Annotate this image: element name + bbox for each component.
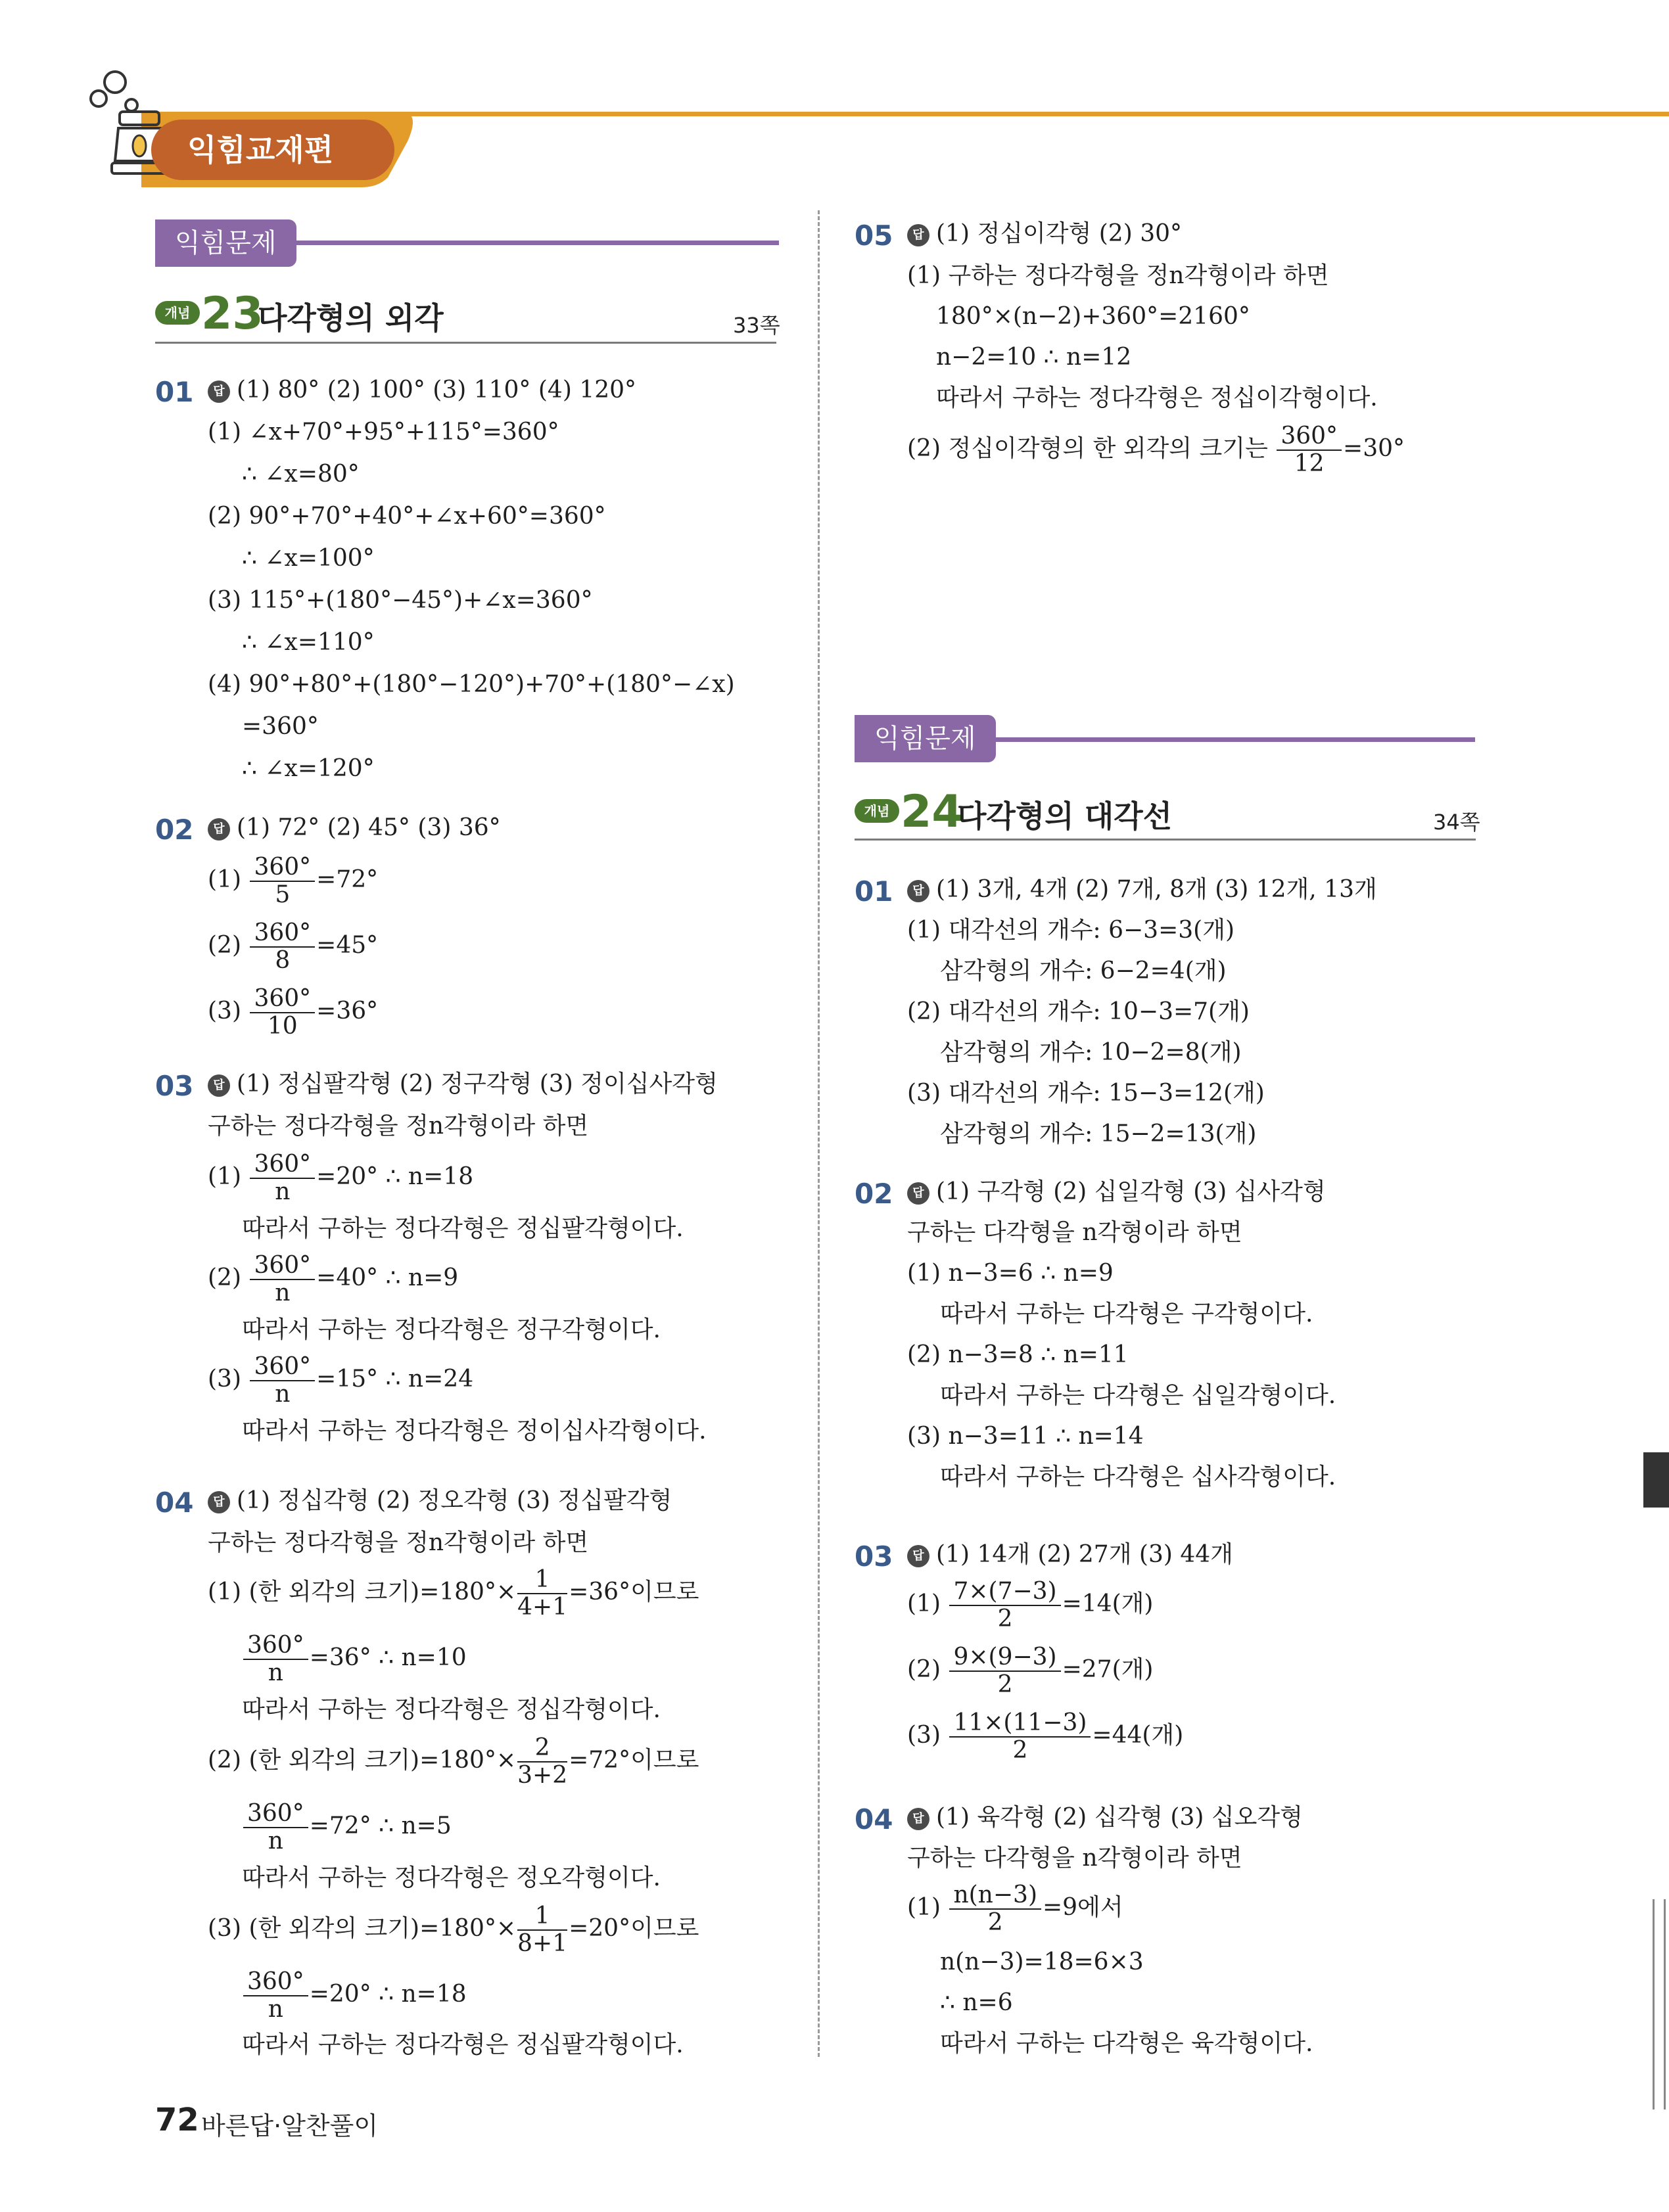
answer-badge-icon: 답 xyxy=(907,1545,929,1567)
fraction-line xyxy=(208,854,378,908)
solution-line: 따라서 구하는 정다각형은 정십팔각형이다. xyxy=(242,1215,684,1242)
result: =72° ∴ n=5 xyxy=(309,1812,452,1839)
item-label: (2) 정십이각형의 한 외각의 크기는 xyxy=(907,435,1268,462)
item-label: (1) xyxy=(907,1590,941,1617)
fraction xyxy=(243,1801,308,1855)
result: =36° ∴ n=10 xyxy=(309,1644,467,1671)
solution-line: (3) 대각선의 개수: 15−3=12(개) xyxy=(907,1080,1265,1107)
result: =20° ∴ n=18 xyxy=(316,1163,474,1190)
fraction-line xyxy=(208,1903,699,1957)
solution-line: 따라서 구하는 정다각형은 정구각형이다. xyxy=(242,1316,661,1343)
numerator: 360° xyxy=(243,1632,308,1660)
result: =72° xyxy=(316,866,379,893)
fraction-line xyxy=(242,1969,467,2023)
item-label: (2) xyxy=(907,1656,941,1683)
item-label: (1) xyxy=(208,1163,241,1190)
numerator: 360° xyxy=(250,1151,315,1179)
fraction xyxy=(949,1882,1041,1936)
fraction xyxy=(250,986,315,1040)
denominator: n xyxy=(268,1996,283,2023)
answer-line xyxy=(907,1540,1233,1569)
problem-number: 01 xyxy=(855,875,893,908)
solution-line: n(n−3)=18=6×3 xyxy=(940,1948,1144,1975)
section-rule-right xyxy=(989,737,1475,742)
problem-number: 03 xyxy=(155,1070,194,1102)
fraction xyxy=(517,1903,567,1957)
fraction xyxy=(250,1354,315,1408)
solution-line: 삼각형의 개수: 10−2=8(개) xyxy=(940,1039,1242,1066)
concept-title-left: 다각형의 외각 xyxy=(258,300,444,336)
problem-number: 03 xyxy=(855,1540,893,1573)
answer-badge-icon: 답 xyxy=(907,1182,929,1205)
solution-line: (3) 115°+(180°−45°)+∠x=360° xyxy=(208,587,593,614)
solution-line: 구하는 다각형을 n각형이라 하면 xyxy=(907,1845,1242,1872)
page-ref-right: 34쪽 xyxy=(1433,810,1480,835)
item-label: (2) xyxy=(208,1264,241,1291)
fraction xyxy=(1277,423,1342,477)
result: =9에서 xyxy=(1042,1894,1123,1921)
numerator: 360° xyxy=(250,854,315,882)
fraction-line xyxy=(208,1253,458,1306)
concept-number-right: 24 xyxy=(901,786,963,838)
result: =72°이므로 xyxy=(569,1747,699,1774)
denominator: 2 xyxy=(997,1671,1013,1698)
denominator: 2 xyxy=(997,1605,1013,1632)
numerator: n(n−3) xyxy=(949,1882,1041,1910)
fraction xyxy=(517,1567,567,1621)
numerator: 11×(11−3) xyxy=(949,1710,1091,1738)
denominator: 8+1 xyxy=(517,1930,568,1957)
solution-line: =360° xyxy=(242,713,319,740)
problem-number: 04 xyxy=(155,1486,194,1519)
fraction-line xyxy=(907,423,1405,477)
numerator: 1 xyxy=(517,1567,567,1594)
solution-line: 따라서 구하는 정다각형은 정십각형이다. xyxy=(242,1696,661,1723)
answer-text: (1) 정십이각형 (2) 30° xyxy=(936,220,1183,247)
denominator: 2 xyxy=(1012,1737,1028,1764)
answer-line xyxy=(907,1178,1326,1207)
result: =45° xyxy=(316,932,379,959)
item-label: (3) (한 외각의 크기)=180°× xyxy=(208,1915,517,1942)
answer-badge-icon: 답 xyxy=(208,1074,230,1097)
solution-line: 따라서 구하는 정다각형은 정십이각형이다. xyxy=(936,384,1378,411)
result: =20° ∴ n=18 xyxy=(309,1981,467,2008)
fraction-line xyxy=(208,1735,699,1789)
result: =14(개) xyxy=(1062,1590,1154,1617)
solution-line: 구하는 다각형을 n각형이라 하면 xyxy=(907,1219,1242,1246)
numerator: 360° xyxy=(1277,423,1342,451)
item-label: (2) xyxy=(208,932,241,959)
fraction-line xyxy=(907,1644,1153,1698)
numerator: 360° xyxy=(243,1801,308,1828)
numerator: 360° xyxy=(250,986,315,1013)
fraction-line xyxy=(208,920,378,974)
numerator: 360° xyxy=(250,920,315,948)
result: =44(개) xyxy=(1092,1722,1184,1749)
solution-line: 따라서 구하는 다각형은 구각형이다. xyxy=(940,1301,1313,1327)
solution-line: 따라서 구하는 다각형은 십일각형이다. xyxy=(940,1382,1336,1409)
problem-number: 02 xyxy=(155,814,194,846)
answer-text: (1) 14개 (2) 27개 (3) 44개 xyxy=(936,1541,1233,1568)
denominator: n xyxy=(268,1828,283,1855)
edge-tab-mark xyxy=(1643,1452,1669,1508)
item-label: (3) xyxy=(208,1366,241,1393)
result: =40° ∴ n=9 xyxy=(316,1264,459,1291)
solution-line: 180°×(n−2)+360°=2160° xyxy=(936,303,1250,330)
solution-line: ∴ ∠x=80° xyxy=(242,461,360,488)
item-label: (2) (한 외각의 크기)=180°× xyxy=(208,1747,517,1774)
fraction-line xyxy=(208,1151,473,1205)
fraction xyxy=(949,1644,1060,1698)
fraction xyxy=(517,1735,567,1789)
fraction-line xyxy=(907,1578,1153,1632)
solution-line: (2) 90°+70°+40°+∠x+60°=360° xyxy=(208,503,606,530)
section-tab-left: 익힘문제 xyxy=(155,219,296,267)
answer-line xyxy=(208,1486,672,1515)
solution-line: (1) n−3=6 ∴ n=9 xyxy=(907,1260,1114,1287)
page-ref-left: 33쪽 xyxy=(733,313,780,338)
numerator: 360° xyxy=(250,1354,315,1381)
problem-number: 01 xyxy=(155,376,194,408)
solution-line: (4) 90°+80°+(180°−120°)+70°+(180°−∠x) xyxy=(208,671,735,698)
result: =30° xyxy=(1343,435,1405,462)
solution-line: (1) ∠x+70°+95°+115°=360° xyxy=(208,419,559,446)
fraction xyxy=(949,1578,1060,1632)
fraction xyxy=(250,854,315,908)
solution-line: 구하는 정다각형을 정n각형이라 하면 xyxy=(208,1113,589,1140)
solution-line: (1) 구하는 정다각형을 정n각형이라 하면 xyxy=(907,262,1329,289)
answer-text: (1) 72° (2) 45° (3) 36° xyxy=(237,814,501,841)
problem-number: 02 xyxy=(855,1178,893,1210)
solution-line: 따라서 구하는 정다각형은 정이십사각형이다. xyxy=(242,1417,707,1444)
answer-text: (1) 80° (2) 100° (3) 110° (4) 120° xyxy=(237,377,637,403)
solution-line: 따라서 구하는 정다각형은 정십팔각형이다. xyxy=(242,2031,684,2058)
fraction xyxy=(250,1151,315,1205)
section-rule-left xyxy=(289,241,779,245)
denominator: 4+1 xyxy=(517,1594,568,1621)
fraction xyxy=(949,1710,1091,1764)
fraction xyxy=(250,1253,315,1306)
concept-rule-left xyxy=(155,342,776,344)
column-divider xyxy=(818,210,820,2057)
answer-line xyxy=(208,1070,718,1099)
solution-line: n−2=10 ∴ n=12 xyxy=(936,344,1132,371)
solution-line: 삼각형의 개수: 6−2=4(개) xyxy=(940,957,1227,984)
numerator: 360° xyxy=(250,1253,315,1280)
answer-line xyxy=(907,875,1377,904)
numerator: 2 xyxy=(517,1735,567,1763)
answer-text: (1) 육각형 (2) 십각형 (3) 십오각형 xyxy=(936,1804,1303,1831)
solution-line: ∴ ∠x=100° xyxy=(242,545,375,572)
solution-line: ∴ n=6 xyxy=(940,1989,1013,2016)
answer-badge-icon: 답 xyxy=(907,224,929,246)
denominator: 2 xyxy=(987,1909,1003,1936)
fraction-line xyxy=(208,1567,699,1621)
denominator: 12 xyxy=(1294,450,1325,477)
item-label: (3) xyxy=(907,1722,941,1749)
answer-line xyxy=(907,1803,1303,1832)
concept-badge-left: 개념 xyxy=(155,301,200,325)
concept-number-left: 23 xyxy=(201,288,264,340)
solution-line: 삼각형의 개수: 15−2=13(개) xyxy=(940,1120,1257,1147)
answer-badge-icon: 답 xyxy=(208,380,230,403)
section-tab-right: 익힘문제 xyxy=(855,715,996,762)
header-label: 익힘교재편 xyxy=(187,132,334,168)
result: =36° xyxy=(316,998,379,1025)
answer-text: (1) 정십팔각형 (2) 정구각형 (3) 정이십사각형 xyxy=(237,1071,718,1097)
fraction-line xyxy=(208,1354,473,1408)
fraction-line xyxy=(242,1632,467,1686)
denominator: n xyxy=(275,1381,291,1408)
denominator: 5 xyxy=(275,881,291,908)
solution-line: 따라서 구하는 다각형은 십사각형이다. xyxy=(940,1463,1336,1490)
numerator: 9×(9−3) xyxy=(949,1644,1060,1672)
denominator: n xyxy=(275,1279,291,1306)
denominator: 3+2 xyxy=(517,1762,568,1789)
solution-line: (3) n−3=11 ∴ n=14 xyxy=(907,1423,1144,1450)
solution-line: (2) n−3=8 ∴ n=11 xyxy=(907,1341,1129,1368)
item-label: (3) xyxy=(208,998,241,1025)
answer-text: (1) 3개, 4개 (2) 7개, 8개 (3) 12개, 13개 xyxy=(936,876,1377,903)
answer-text: (1) 정십각형 (2) 정오각형 (3) 정십팔각형 xyxy=(237,1487,672,1514)
page-number: 72 xyxy=(155,2102,199,2138)
solution-line: 따라서 구하는 정다각형은 정오각형이다. xyxy=(242,1864,661,1891)
footer-title: 바른답·알찬풀이 xyxy=(201,2111,379,2140)
item-label: (1) xyxy=(907,1894,941,1921)
denominator: n xyxy=(268,1659,283,1686)
solution-line: 따라서 구하는 다각형은 육각형이다. xyxy=(940,2030,1313,2057)
result: =15° ∴ n=24 xyxy=(316,1366,474,1393)
denominator: 10 xyxy=(267,1013,298,1040)
numerator: 1 xyxy=(517,1903,567,1931)
numerator: 360° xyxy=(243,1969,308,1996)
denominator: 8 xyxy=(275,947,291,974)
fraction-line xyxy=(907,1882,1123,1936)
answer-text: (1) 구각형 (2) 십일각형 (3) 십사각형 xyxy=(936,1178,1326,1205)
answer-badge-icon: 답 xyxy=(907,880,929,902)
solution-line: (1) 대각선의 개수: 6−3=3(개) xyxy=(907,917,1235,944)
solution-line: (2) 대각선의 개수: 10−3=7(개) xyxy=(907,998,1250,1025)
problem-number: 05 xyxy=(855,219,893,252)
problem-number: 04 xyxy=(855,1803,893,1835)
result: =36°이므로 xyxy=(569,1578,699,1605)
result: =27(개) xyxy=(1062,1656,1154,1683)
denominator: n xyxy=(275,1178,291,1205)
item-label: (1) (한 외각의 크기)=180°× xyxy=(208,1578,517,1605)
concept-title-right: 다각형의 대각선 xyxy=(957,798,1173,834)
solution-line: ∴ ∠x=120° xyxy=(242,755,375,782)
fraction-line xyxy=(242,1801,452,1855)
fraction-line xyxy=(208,986,378,1040)
fraction xyxy=(243,1969,308,2023)
fraction-line xyxy=(907,1710,1183,1764)
answer-badge-icon: 답 xyxy=(208,818,230,841)
numerator: 7×(7−3) xyxy=(949,1578,1060,1606)
answer-line xyxy=(208,814,501,842)
fraction xyxy=(250,920,315,974)
answer-line xyxy=(208,376,636,405)
answer-line xyxy=(907,219,1182,248)
solution-line: 구하는 정다각형을 정n각형이라 하면 xyxy=(208,1529,589,1556)
solution-line: ∴ ∠x=110° xyxy=(242,629,375,656)
result: =20°이므로 xyxy=(569,1915,699,1942)
edge-margin-mark xyxy=(1653,1899,1666,2109)
concept-badge-right: 개념 xyxy=(855,799,899,823)
answer-badge-icon: 답 xyxy=(208,1491,230,1513)
concept-rule-right xyxy=(855,839,1476,841)
fraction xyxy=(243,1632,308,1686)
item-label: (1) xyxy=(208,866,241,893)
answer-badge-icon: 답 xyxy=(907,1808,929,1830)
